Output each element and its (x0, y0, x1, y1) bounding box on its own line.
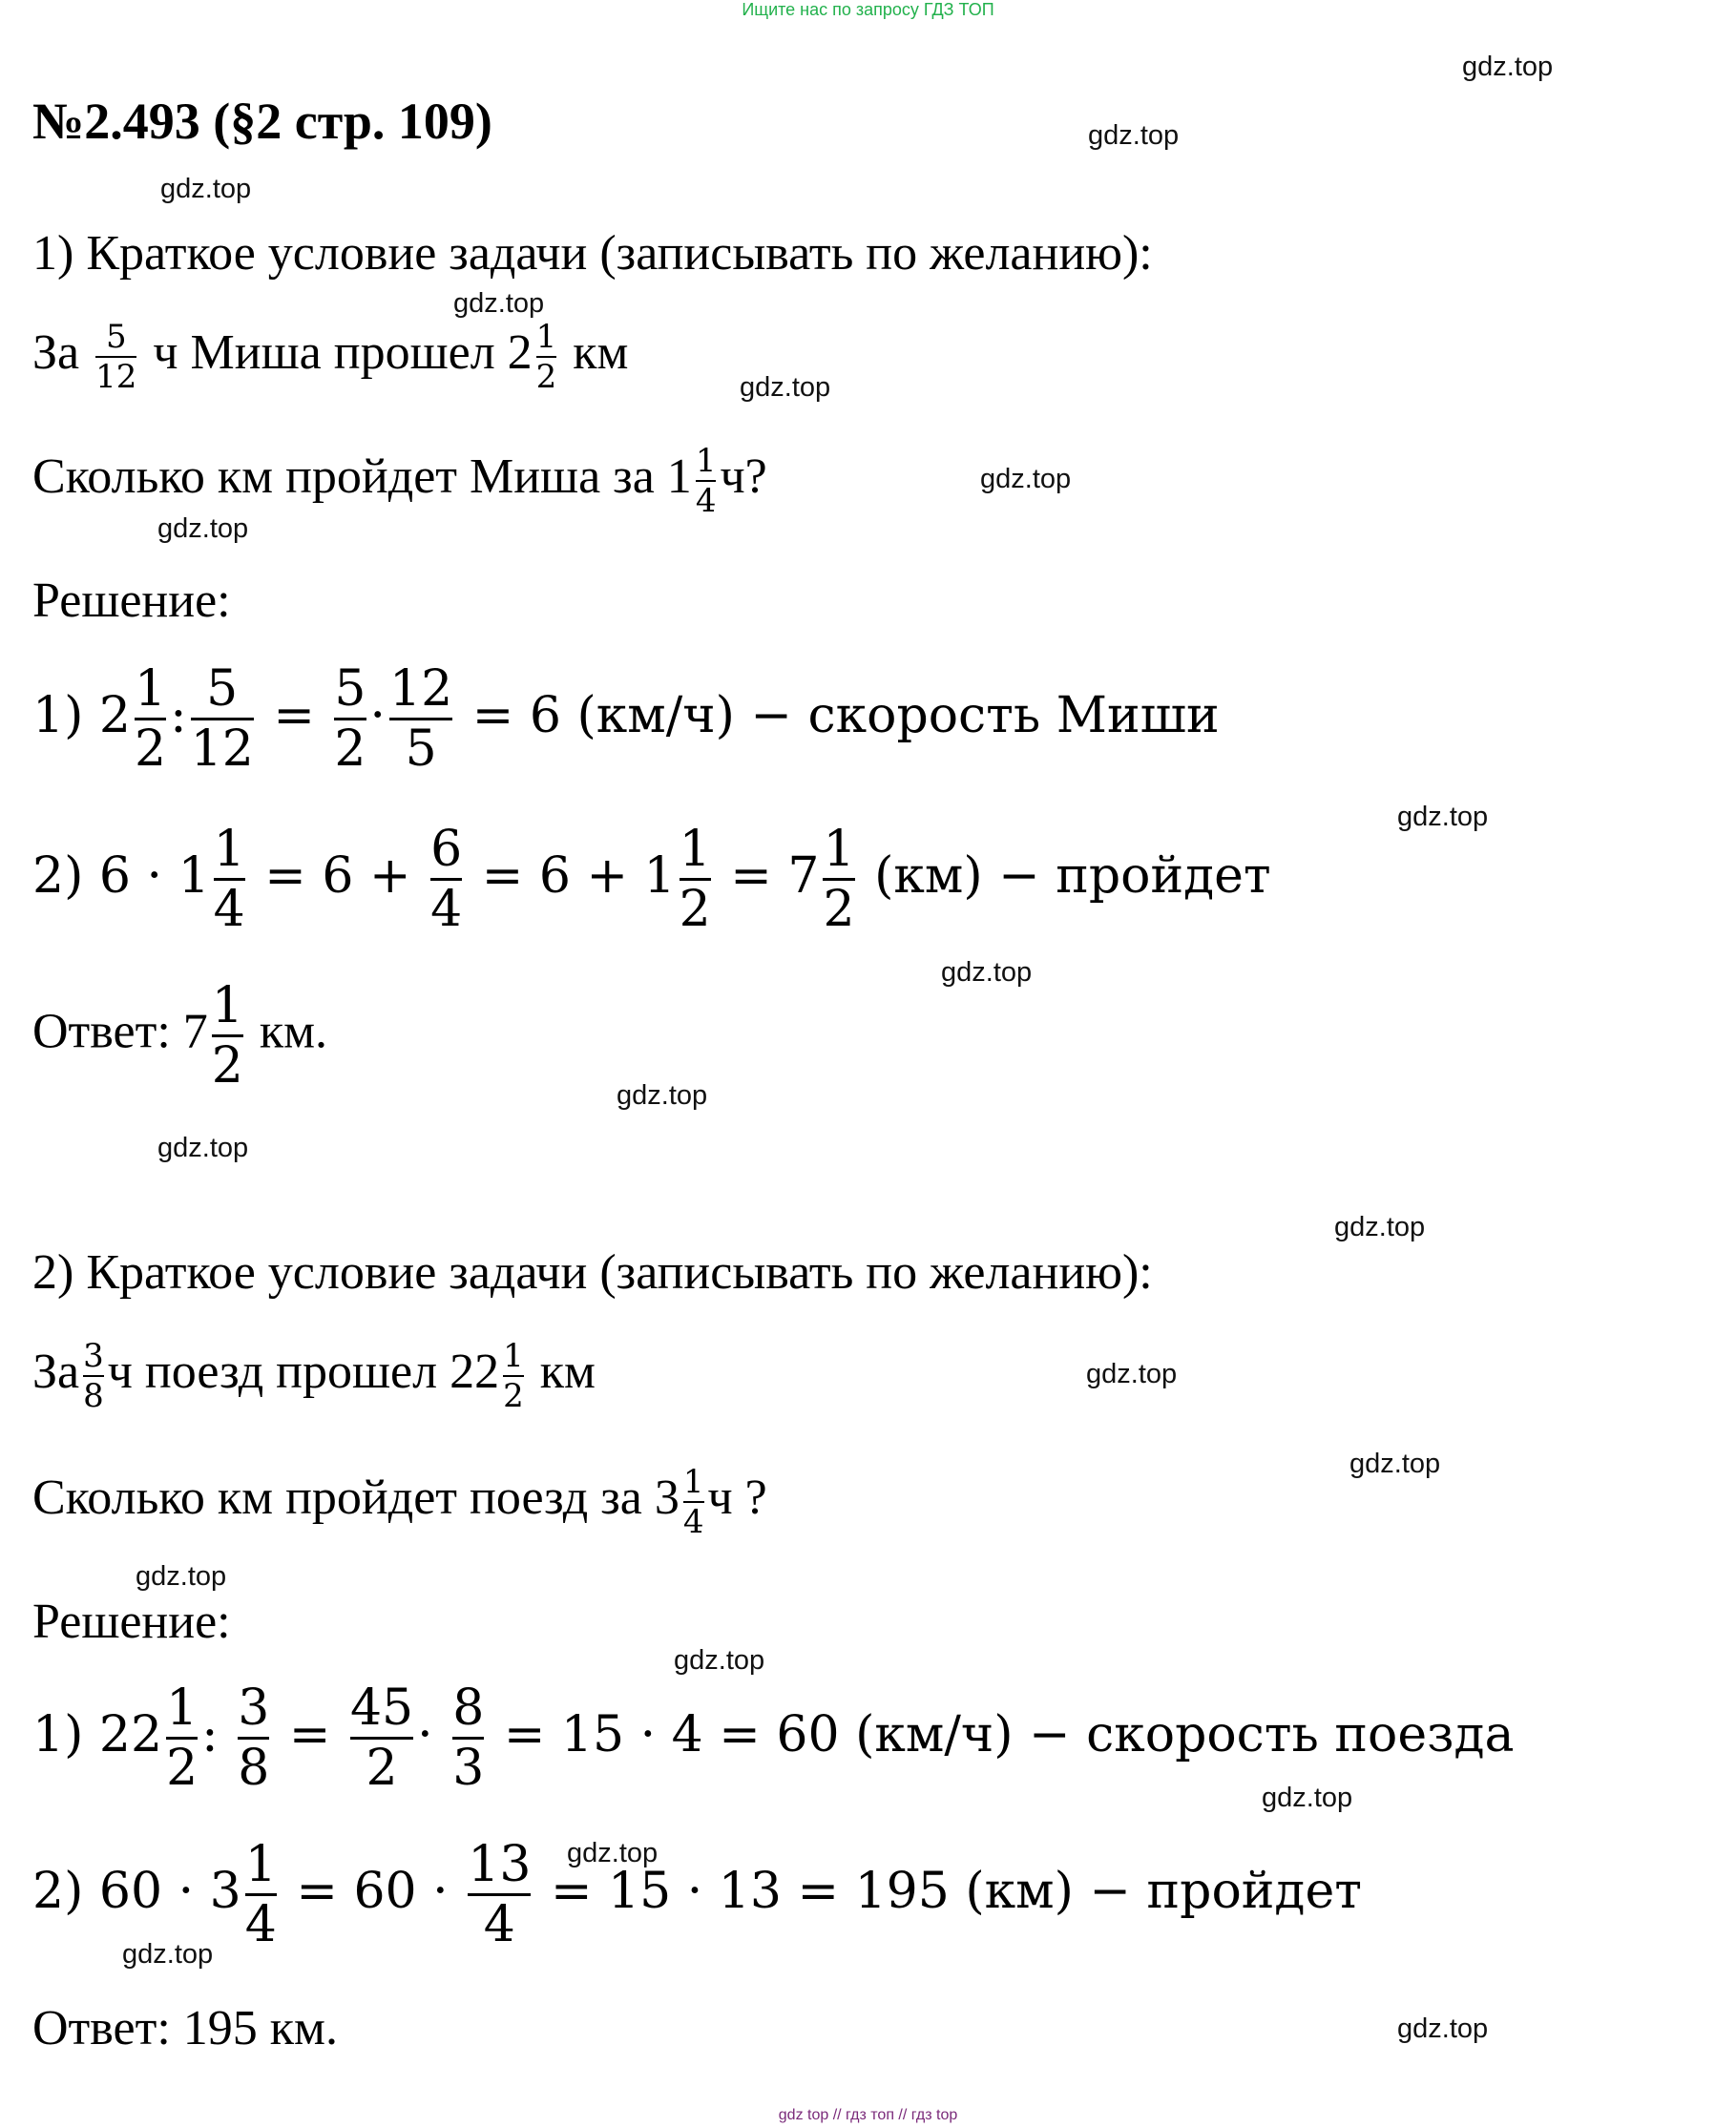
fraction (682, 1463, 704, 1541)
watermark: gdz.top (1088, 120, 1180, 151)
part1-given (32, 318, 629, 396)
text: · (417, 1706, 433, 1763)
text: Сколько км пройдет Миша за 1 (32, 449, 692, 504)
text: км. (259, 1004, 328, 1059)
text: = 15 · 13 = 195 (км) − пройдет (550, 1863, 1362, 1920)
numerator: 1 (503, 1337, 524, 1375)
numerator: 1 (682, 1463, 704, 1501)
text: За (32, 324, 80, 380)
denominator: 4 (244, 1896, 277, 1953)
part1-heading: 1) Краткое условие задачи (записывать по желанию): (32, 226, 1153, 281)
footer: gdz top // гдз топ // гдз top (778, 2107, 958, 2123)
text: ч ? (707, 1470, 767, 1525)
denominator: 4 (682, 1503, 704, 1541)
watermark: gdz.top (1462, 52, 1554, 82)
part2-step1 (32, 1679, 1515, 1797)
text: : (170, 687, 187, 744)
top-banner: Ищите нас по запросу ГДЗ ТОП (742, 0, 994, 19)
text: 1) 22 (32, 1706, 163, 1763)
fraction (535, 318, 557, 396)
denominator: 12 (190, 720, 254, 778)
watermark: gdz.top (1334, 1212, 1426, 1242)
numerator: 1 (535, 318, 557, 356)
numerator: 12 (389, 660, 453, 718)
denominator: 3 (452, 1740, 485, 1797)
fraction (349, 1679, 414, 1797)
numerator: 6 (430, 821, 463, 878)
denominator: 2 (503, 1377, 524, 1415)
numerator: 1 (134, 660, 167, 718)
fraction (134, 660, 167, 778)
fraction (166, 1679, 199, 1797)
part1-answer (32, 977, 328, 1095)
fraction (238, 1679, 270, 1797)
denominator: 2 (679, 881, 711, 938)
watermark: gdz.top (941, 957, 1033, 988)
denominator: 2 (366, 1740, 398, 1797)
fraction (211, 977, 243, 1095)
watermark: gdz.top (157, 1133, 249, 1163)
text: : (201, 1706, 219, 1763)
denominator: 2 (823, 881, 855, 938)
numerator: 45 (349, 1679, 414, 1737)
watermark: gdz.top (740, 372, 831, 403)
part1-step1 (32, 660, 1220, 778)
text: 2) 6 · 1 (32, 847, 210, 905)
watermark: gdz.top (136, 1561, 227, 1592)
text: ч поезд прошел 22 (107, 1344, 500, 1399)
denominator: 4 (430, 881, 463, 938)
numerator: 3 (238, 1679, 270, 1737)
fraction (503, 1337, 524, 1415)
numerator: 1 (211, 977, 243, 1034)
text: = 6 (км/ч) − скорость Миши (471, 687, 1220, 744)
text: км (539, 1344, 596, 1399)
watermark: gdz.top (617, 1080, 708, 1111)
watermark: gdz.top (1262, 1783, 1353, 1813)
numerator: 5 (105, 318, 127, 356)
numerator: 8 (452, 1679, 485, 1737)
text: = (288, 1706, 331, 1763)
text: ч? (720, 449, 767, 504)
fraction (83, 1337, 104, 1415)
fraction (823, 821, 855, 938)
fraction (389, 660, 453, 778)
text: = 6 + 1 (481, 847, 676, 905)
denominator: 2 (535, 358, 557, 396)
watermark: gdz.top (160, 174, 252, 204)
denominator: 8 (83, 1377, 104, 1415)
denominator: 5 (405, 720, 437, 778)
part2-given (32, 1337, 596, 1415)
text: км (573, 324, 629, 380)
numerator: 1 (213, 821, 245, 878)
denominator: 4 (695, 482, 717, 520)
watermark: gdz.top (1397, 2013, 1489, 2044)
numerator: 1 (244, 1836, 277, 1893)
numerator: 3 (83, 1337, 104, 1375)
fraction (430, 821, 463, 938)
text: = 7 (730, 847, 820, 905)
numerator: 1 (166, 1679, 199, 1737)
part2-question (32, 1463, 767, 1541)
fraction (334, 660, 366, 778)
numerator: 5 (334, 660, 366, 718)
numerator: 13 (468, 1836, 532, 1893)
fraction (190, 660, 254, 778)
numerator: 5 (206, 660, 239, 718)
text: = 6 + (264, 847, 411, 905)
numerator: 1 (695, 442, 717, 480)
watermark: gdz.top (122, 1939, 214, 1970)
text: 2) 60 · 3 (32, 1863, 241, 1920)
watermark: gdz.top (157, 513, 249, 544)
denominator: 2 (334, 720, 366, 778)
part1-step2 (32, 821, 1271, 938)
watermark: gdz.top (1349, 1449, 1441, 1479)
fraction (213, 821, 245, 938)
denominator: 2 (134, 720, 167, 778)
part1-solution-label: Решение: (32, 574, 231, 628)
fraction (95, 318, 137, 396)
text: Сколько км пройдет поезд за 3 (32, 1470, 680, 1525)
denominator: 4 (213, 881, 245, 938)
watermark: gdz.top (567, 1838, 659, 1868)
fraction (452, 1679, 485, 1797)
part2-solution-label: Решение: (32, 1595, 231, 1649)
text: (км) − пройдет (874, 847, 1271, 905)
denominator: 2 (211, 1037, 243, 1095)
watermark: gdz.top (453, 288, 545, 319)
text: · (369, 687, 387, 744)
part2-step2 (32, 1836, 1362, 1953)
text: = 60 · (296, 1863, 449, 1920)
part2-heading: 2) Краткое условие задачи (записывать по желанию): (32, 1245, 1153, 1300)
denominator: 12 (95, 358, 137, 396)
denominator: 2 (166, 1740, 199, 1797)
numerator: 1 (679, 821, 711, 878)
text: = (273, 687, 315, 744)
numerator: 1 (823, 821, 855, 878)
fraction (679, 821, 711, 938)
page-title: №2.493 (§2 стр. 109) (32, 93, 492, 150)
fraction (468, 1836, 532, 1953)
text: = 15 · 4 = 60 (км/ч) − скорость поезда (503, 1706, 1515, 1763)
text: ч Миша прошел 2 (153, 324, 533, 380)
part1-question (32, 442, 767, 520)
part2-answer: Ответ: 195 км. (32, 2001, 338, 2055)
text: 1) 2 (32, 687, 131, 744)
watermark: gdz.top (1086, 1359, 1178, 1389)
watermark: gdz.top (674, 1645, 765, 1676)
denominator: 8 (238, 1740, 270, 1797)
watermark: gdz.top (980, 464, 1072, 494)
text: За (32, 1344, 80, 1399)
fraction (244, 1836, 277, 1953)
text: Ответ: 7 (32, 1004, 208, 1059)
watermark: gdz.top (1397, 802, 1489, 832)
denominator: 4 (483, 1896, 515, 1953)
fraction (695, 442, 717, 520)
